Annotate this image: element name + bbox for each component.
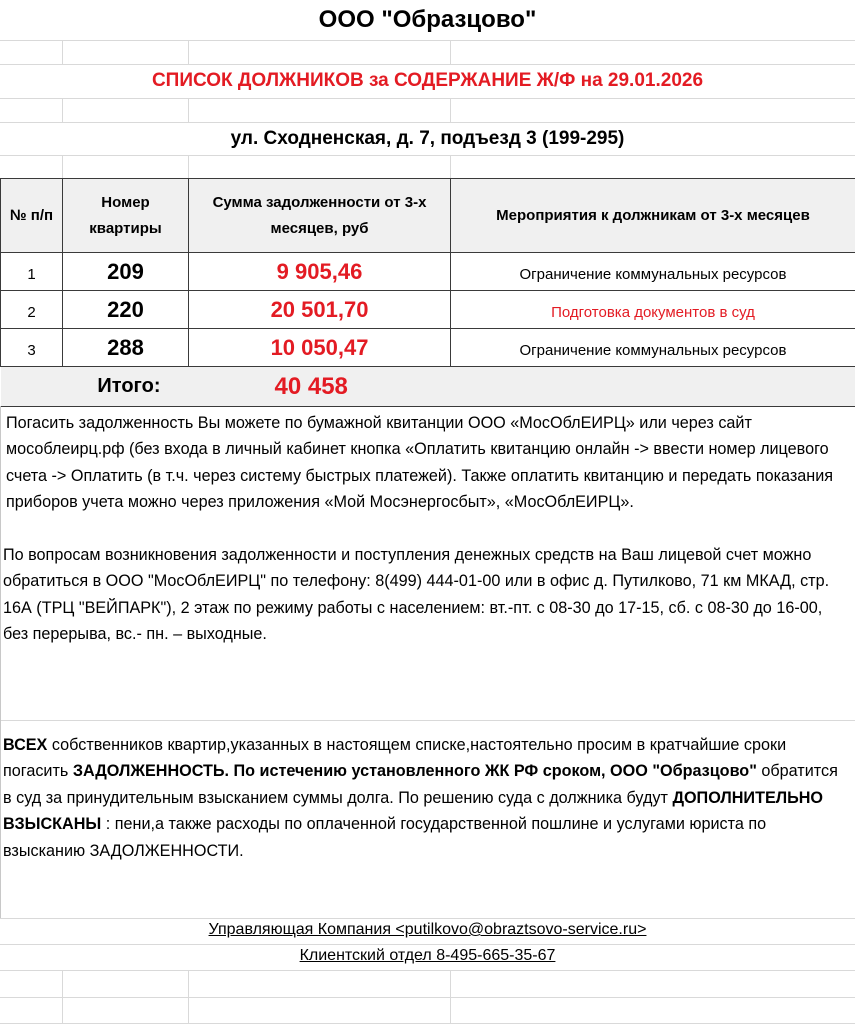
debtors-table bbox=[0, 178, 855, 407]
debt-action: Подготовка документов в суд bbox=[451, 291, 855, 329]
client-dept-phone-link[interactable]: Клиентский отдел 8-495-665-35-67 bbox=[299, 947, 556, 964]
warning-bold-debt: ЗАДОЛЖЕННОСТЬ. По истечению установленного ЖК РФ сроком, ООО "Образцово" bbox=[72, 762, 757, 781]
debt-action: Ограничение коммунальных ресурсов bbox=[451, 329, 855, 367]
row-index: 2 bbox=[1, 291, 63, 329]
total-row bbox=[1, 367, 855, 407]
contact-info: По вопросам возникновения задолженности и поступления денежных средств на Ваш лицевой счет можно обратиться в ООО "МосОблЕИРЦ" по телефону: 8(499) 444-01-00 или в офис д. Путилково, 71 км МКАД, стр. 16А (ТРЦ "ВЕЙПАРК"), 2 этаж по режиму работы с населением: вт.-пт. с 08-30 до 17-15, сб. с 08-30 до 16-00, без перерыва, вс.- пн. – выходные. bbox=[3, 546, 830, 644]
warning-notice bbox=[3, 732, 848, 864]
table-row bbox=[1, 253, 855, 291]
total-value: 40 458 bbox=[189, 367, 855, 407]
apartment-number: 220 bbox=[63, 291, 189, 329]
column-header-index: № п/п bbox=[1, 179, 63, 253]
column-header-amount: Сумма задолженности от 3-х месяцев, руб bbox=[189, 179, 451, 253]
debt-amount: 9 905,46 bbox=[189, 253, 451, 291]
document-title: СПИСОК ДОЛЖНИКОВ за СОДЕРЖАНИЕ Ж/Ф на 29.01.2026 bbox=[151, 70, 704, 91]
table-header-row bbox=[1, 179, 855, 253]
warning-bold-additional: ДОПОЛНИТЕЛЬНО ВЗЫСКАНЫ bbox=[3, 788, 824, 834]
organization-name: ООО "Образцово" bbox=[318, 6, 537, 33]
footer-company bbox=[0, 921, 855, 939]
apartment-number: 209 bbox=[63, 253, 189, 291]
column-header-apartment: Номер квартиры bbox=[63, 179, 189, 253]
apartment-number: 288 bbox=[63, 329, 189, 367]
company-email-link[interactable]: Управляющая Компания <putilkovo@obraztsovo-service.ru> bbox=[208, 921, 647, 938]
debt-action: Ограничение коммунальных ресурсов bbox=[451, 253, 855, 291]
table-row bbox=[1, 291, 855, 329]
table-row bbox=[1, 329, 855, 367]
debt-amount: 20 501,70 bbox=[189, 291, 451, 329]
warning-text: обратится в суд за принудительным взысканием суммы долга. По решению суда с должника будут bbox=[3, 762, 838, 807]
footer-client-dept bbox=[0, 947, 855, 965]
warning-text: собственников квартир,указанных в настоящем списке,настоятельно просим в кратчайшие сроки погасить bbox=[3, 736, 787, 781]
row-index: 1 bbox=[1, 253, 63, 291]
column-header-action: Мероприятия к должникам от 3-х месяцев bbox=[451, 179, 855, 253]
total-label: Итого: bbox=[1, 367, 189, 407]
debt-amount: 10 050,47 bbox=[189, 329, 451, 367]
address: ул. Сходненская, д. 7, подъезд 3 (199-295) bbox=[230, 127, 625, 149]
row-index: 3 bbox=[1, 329, 63, 367]
payment-info: Погасить задолженность Вы можете по бумажной квитанции ООО «МосОблЕИРЦ» или через сайт мособлеирц.рф (без входа в личный кабинет кнопка «Оплатить квитанцию онлайн -> ввести номер лицевого счета -> Оплатить (в т.ч. через систему быстрых платежей). Также оплатить квитанцию и передать показания приборов учета можно через приложения «Мой Мосэнергосбыт», «МосОблЕИРЦ». bbox=[6, 414, 834, 512]
warning-bold-all: ВСЕХ bbox=[3, 736, 48, 754]
warning-text: : пени,а также расходы по оплаченной государственной пошлине и услугами юриста по взысканию ЗАДОЛЖЕННОСТИ. bbox=[3, 815, 767, 860]
